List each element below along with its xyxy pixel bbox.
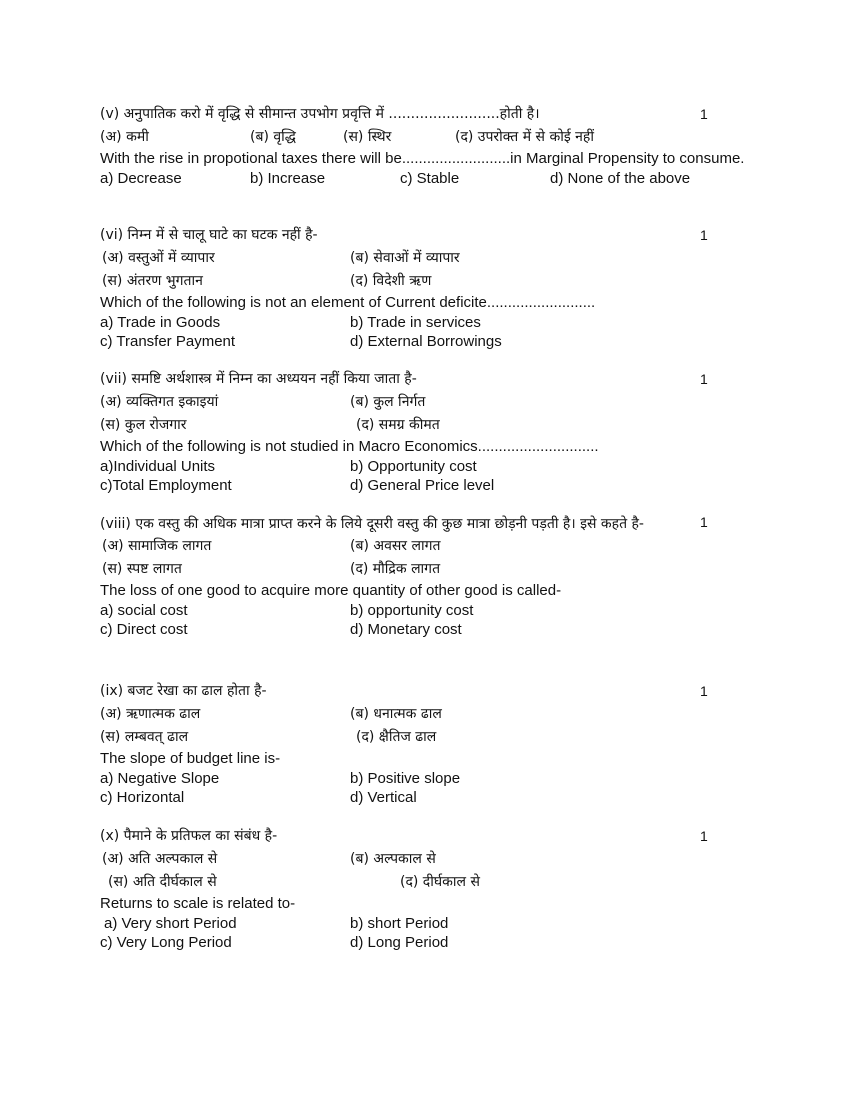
english-option-c: c)Total Employment [100,477,232,494]
english-option-b: b) Trade in services [350,313,481,331]
question-v [100,103,760,188]
english-option-d: d) Monetary cost [350,621,462,638]
english-option-c: c) Stable [400,169,460,187]
marks-label: 1 [700,683,708,699]
marks-label: 1 [700,514,708,530]
hindi-option-d: (द) विदेशी ऋण [350,273,432,289]
hindi-option-a: (अ) कमी [100,129,149,145]
hindi-option-b: (ब) कुल निर्गत [350,394,426,410]
english-option-d: d) None of the above [550,169,691,187]
question-vi [100,224,760,352]
question-hindi-text: (v) अनुपातिक करो में वृद्धि से सीमान्त उपभोग प्रवृत्ति में .........................होती है। [100,106,540,122]
english-option-c: c) Direct cost [100,621,188,638]
english-option-d: d) General Price level [350,477,495,494]
hindi-option-a: (अ) ऋणात्मक ढाल [100,706,201,722]
hindi-option-b: (ब) अल्पकाल से [350,851,436,867]
question-hindi-text: (viii) एक वस्तु की अधिक मात्रा प्राप्त करने के लिये दूसरी वस्तु की कुछ मात्रा छोड़नी पड़ती है। इसे कहते है- [100,516,644,532]
english-option-c: c) Horizontal [100,789,185,806]
hindi-option-c: (स) अति दीर्घकाल से [108,874,217,890]
question-english-text: Returns to scale is related to- [100,895,296,912]
question-viii [100,513,760,640]
question-hindi-text: (x) पैमाने के प्रतिफल का संबंध है- [100,828,278,844]
english-option-b: b) Increase [250,169,326,187]
question-english-text: With the rise in propotional taxes there will be..........................in Marginal Propensity to consume. [100,150,745,167]
question-ix [100,680,760,808]
question-vii [100,368,760,496]
hindi-option-a: (अ) सामाजिक लागत [102,538,212,554]
marks-label: 1 [700,227,708,243]
hindi-option-d: (द) मौद्रिक लागत [350,561,441,577]
english-option-d: d) Long Period [350,934,449,951]
question-hindi-text: (vii) समष्टि अर्थशास्त्र में निम्न का अध्ययन नहीं किया जाता है- [100,371,417,387]
english-option-b: b) Positive slope [350,769,461,787]
hindi-option-c: (स) कुल रोजगार [100,417,187,433]
english-option-b: b) short Period [350,914,449,932]
english-option-d: d) External Borrowings [350,333,502,350]
english-option-c: c) Very Long Period [100,934,232,951]
english-option-a: a) Trade in Goods [100,313,221,331]
english-option-b: b) opportunity cost [350,601,474,619]
hindi-option-c: (स) स्पष्ट लागत [102,561,182,577]
question-hindi-text: (ix) बजट रेखा का ढाल होता है- [100,683,267,699]
english-option-a: a) social cost [100,601,188,619]
hindi-option-b: (ब) धनात्मक ढाल [350,706,442,722]
english-option-a: a)Individual Units [100,457,216,475]
question-english-text: The slope of budget line is- [100,750,281,767]
marks-label: 1 [700,106,708,122]
marks-label: 1 [700,371,708,387]
marks-label: 1 [700,828,708,844]
english-option-b: b) Opportunity cost [350,457,477,475]
english-option-a: a) Decrease [100,169,182,187]
question-x [100,825,760,953]
hindi-option-a: (अ) अति अल्पकाल से [102,851,218,867]
question-english-text: Which of the following is not an element of Current deficite.......................... [100,294,596,311]
hindi-option-d: (द) समग्र कीमत [356,417,440,433]
question-hindi-text: (vi) निम्न में से चालू घाटे का घटक नहीं है- [100,227,318,243]
hindi-option-c: (स) अंतरण भुगतान [102,273,203,289]
hindi-option-d: (द) दीर्घकाल से [400,874,480,890]
hindi-option-d: (द) उपरोक्त में से कोई नहीं [455,129,594,145]
hindi-option-c: (स) स्थिर [343,129,392,145]
hindi-option-c: (स) लम्बवत् ढाल [100,729,189,745]
hindi-option-b: (ब) वृद्धि [250,129,296,145]
english-option-d: d) Vertical [350,789,417,806]
hindi-option-b: (ब) अवसर लागत [350,538,441,554]
hindi-option-d: (द) क्षैतिज ढाल [356,729,437,745]
question-english-text: The loss of one good to acquire more quantity of other good is called- [100,582,562,599]
hindi-option-a: (अ) व्यक्तिगत इकाइयां [100,394,219,410]
hindi-option-b: (ब) सेवाओं में व्यापार [350,250,460,266]
hindi-option-a: (अ) वस्तुओं में व्यापार [102,250,215,266]
english-option-a: a) Very short Period [104,914,237,932]
question-english-text: Which of the following is not studied in Macro Economics............................. [100,438,599,455]
english-option-a: a) Negative Slope [100,769,220,787]
english-option-c: c) Transfer Payment [100,333,236,350]
